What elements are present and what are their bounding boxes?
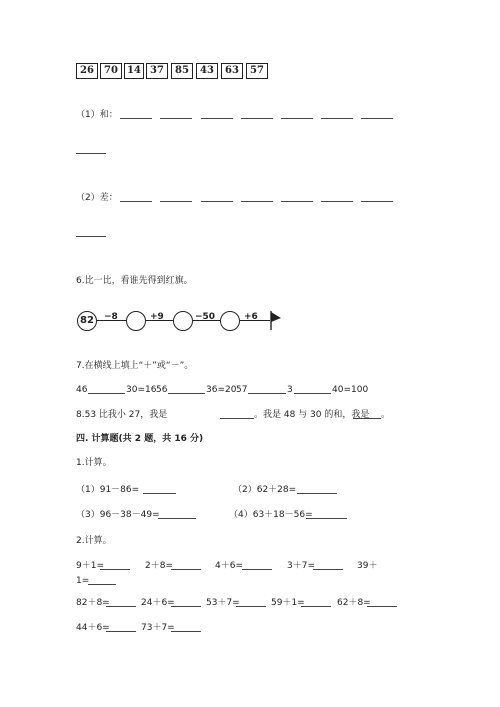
answer-blank[interactable] [297, 493, 337, 494]
number-box: 14 [124, 63, 144, 79]
question-8-text: 8.53 比我小 27，我是 [76, 410, 168, 420]
answer-circle[interactable] [126, 311, 146, 331]
calc-item: 82＋8= [76, 598, 110, 608]
question-7-title: 7.在横线上填上“＋”或“－”。 [76, 361, 194, 371]
answer-blank[interactable] [120, 201, 152, 202]
calc-item: 2＋8= [145, 561, 173, 571]
start-circle: 82 [77, 311, 97, 331]
answer-blank[interactable] [158, 518, 196, 519]
q7-text: 40=100 [332, 385, 369, 395]
calc-item: 59＋1= [271, 598, 305, 608]
number-box: 26 [76, 63, 98, 79]
calc-item: 73＋7= [141, 623, 175, 633]
answer-blank[interactable] [76, 236, 106, 237]
answer-blank[interactable] [120, 118, 152, 119]
answer-blank[interactable] [281, 118, 313, 119]
answer-blank[interactable] [241, 201, 273, 202]
q7-text: 46 [76, 385, 88, 395]
answer-blank[interactable] [361, 118, 393, 119]
sum-question-label: （1）和： [76, 110, 118, 120]
answer-blank[interactable] [76, 153, 106, 154]
calc-item: （4）63＋18－56= [229, 510, 313, 520]
calc-2-title: 2.计算。 [76, 536, 112, 546]
calc-item: （1）91－86= [76, 485, 140, 495]
answer-blank[interactable] [248, 393, 286, 394]
number-box: 43 [196, 63, 218, 79]
q7-text: 36=20 [206, 385, 237, 395]
answer-blank[interactable] [367, 606, 397, 607]
q7-text: 57 [236, 385, 248, 395]
calc-item: 1= [76, 576, 90, 586]
race-operation: +9 [150, 312, 164, 322]
answer-blank[interactable] [106, 606, 136, 607]
answer-blank[interactable] [160, 201, 192, 202]
race-operation: +6 [244, 312, 258, 322]
answer-blank[interactable] [321, 201, 353, 202]
answer-blank[interactable] [306, 518, 347, 519]
answer-blank[interactable] [361, 201, 393, 202]
calc-item: 3＋7= [287, 561, 315, 571]
answer-blank[interactable] [281, 201, 313, 202]
answer-blank[interactable] [236, 606, 266, 607]
q7-text: 30=16 [126, 385, 157, 395]
answer-blank[interactable] [201, 118, 233, 119]
answer-blank[interactable] [321, 118, 353, 119]
q7-text: 56 [156, 385, 168, 395]
calc-item: 24＋6= [141, 598, 175, 608]
question-6-title: 6.比一比，看谁先得到红旗。 [76, 276, 193, 286]
answer-blank[interactable] [220, 418, 254, 419]
race-operation: −8 [104, 312, 118, 322]
calc-item: 39＋ [357, 561, 378, 571]
answer-blank[interactable] [241, 118, 273, 119]
calc-1-title: 1.计算。 [76, 458, 112, 468]
answer-blank[interactable] [201, 201, 233, 202]
question-8-text: 。我是 48 与 30 的和，我是 [254, 410, 370, 420]
answer-blank[interactable] [171, 606, 201, 607]
number-box: 63 [221, 63, 243, 79]
answer-blank[interactable] [242, 569, 272, 570]
answer-blank[interactable] [301, 606, 331, 607]
calc-item: （3）96－38－49= [76, 510, 160, 520]
calc-item: （2）62＋28= [233, 485, 297, 495]
answer-blank[interactable] [100, 569, 130, 570]
answer-blank[interactable] [294, 393, 331, 394]
calc-item: 53＋7= [206, 598, 240, 608]
flag-icon [269, 309, 283, 331]
answer-blank[interactable] [353, 418, 381, 419]
number-box: 57 [246, 63, 268, 79]
question-8-text: 。 [381, 410, 391, 420]
calc-item: 9＋1= [76, 561, 104, 571]
answer-blank[interactable] [88, 393, 125, 394]
answer-blank[interactable] [313, 569, 343, 570]
race-operation: −50 [195, 312, 216, 322]
number-box: 85 [171, 63, 193, 79]
calc-item: 44＋6= [76, 623, 110, 633]
answer-circle[interactable] [173, 311, 193, 331]
answer-blank[interactable] [168, 393, 205, 394]
number-box: 37 [146, 63, 168, 79]
answer-blank[interactable] [88, 584, 116, 585]
answer-blank[interactable] [171, 569, 201, 570]
answer-blank[interactable] [143, 493, 176, 494]
difference-question-label: （2）差： [76, 193, 118, 203]
q7-text: 3 [287, 385, 293, 395]
calc-item: 62＋8= [337, 598, 371, 608]
answer-circle[interactable] [220, 311, 240, 331]
number-box: 70 [100, 63, 122, 79]
section-4-title: 四. 计算题(共 2 题，共 16 分) [76, 434, 204, 444]
answer-blank[interactable] [106, 631, 136, 632]
answer-blank[interactable] [160, 118, 192, 119]
calc-item: 4＋6= [215, 561, 243, 571]
answer-blank[interactable] [171, 631, 201, 632]
